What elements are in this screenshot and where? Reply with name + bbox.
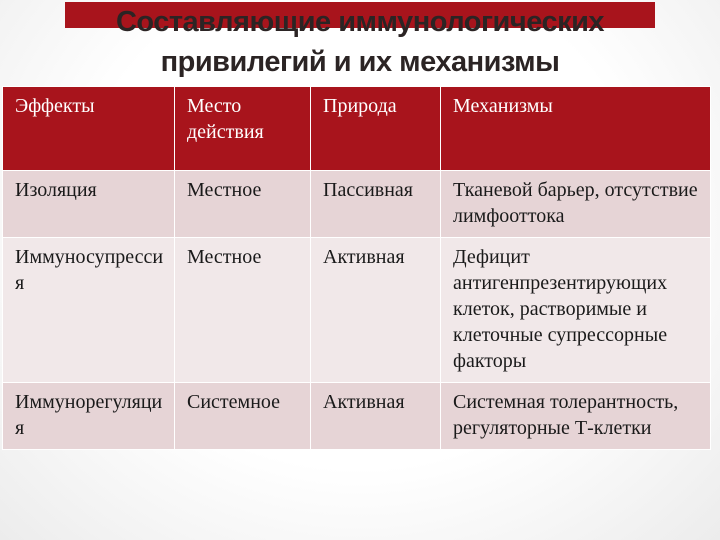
header-place: Место действия <box>175 87 311 171</box>
cell-mechanism: Тканевой барьер, отсутствие лимфооттока <box>441 171 711 238</box>
cell-nature: Активная <box>311 238 441 383</box>
header-effects: Эффекты <box>3 87 175 171</box>
cell-nature: Пассивная <box>311 171 441 238</box>
cell-effect: Иммуносупрессия <box>3 238 175 383</box>
header-mechanisms: Механизмы <box>441 87 711 171</box>
cell-place: Местное <box>175 171 311 238</box>
header-nature: Природа <box>311 87 441 171</box>
slide-title-line-1: Составляющие иммунологических <box>115 6 605 38</box>
cell-place: Системное <box>175 383 311 450</box>
slide-title-line-2: привилегий и их механизмы <box>160 46 560 78</box>
privileges-table <box>2 86 711 450</box>
cell-nature: Активная <box>311 383 441 450</box>
cell-effect: Иммунорегуляция <box>3 383 175 450</box>
cell-place: Местное <box>175 238 311 383</box>
table-header-row <box>3 87 711 171</box>
table-row <box>3 383 711 450</box>
cell-effect: Изоляция <box>3 171 175 238</box>
table-row <box>3 238 711 383</box>
table-row <box>3 171 711 238</box>
cell-mechanism: Дефицит антигенпрезентирующих клеток, растворимые и клеточные супрессорные факторы <box>441 238 711 383</box>
cell-mechanism: Системная толерантность, регуляторные Т-клетки <box>441 383 711 450</box>
slide-title <box>0 2 720 82</box>
